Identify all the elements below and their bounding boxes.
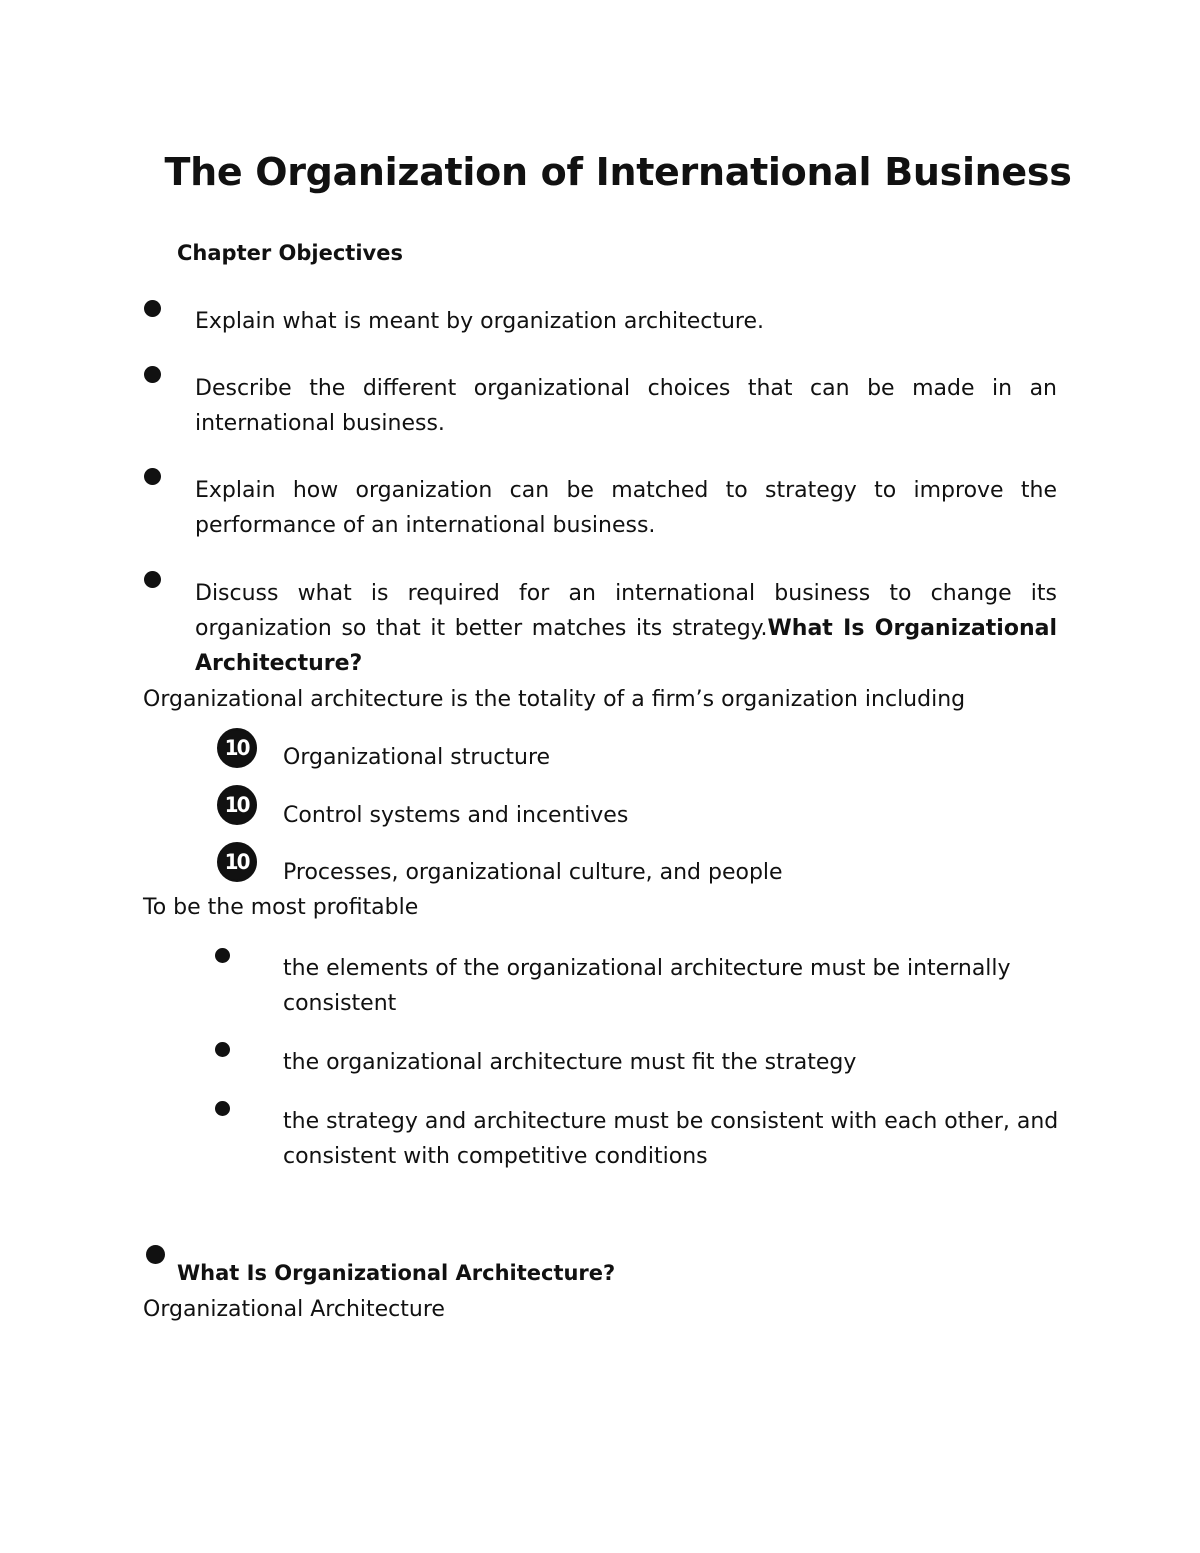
bullet-icon — [215, 1042, 230, 1057]
profitable-point: the strategy and architecture must be consistent with each other, and consistent with competitive conditions — [283, 1109, 1059, 1169]
bullet-icon — [144, 300, 161, 317]
bullet-icon — [144, 571, 161, 588]
number-circle-icon: 10 — [217, 785, 257, 825]
section-heading: What Is Organizational Architecture? — [177, 1261, 616, 1285]
component-item: Control systems and incentives — [283, 803, 629, 828]
objective-item: Explain what is meant by organization architecture. — [195, 309, 765, 334]
component-item: Processes, organizational culture, and people — [283, 860, 783, 885]
section-text: Organizational Architecture — [143, 1297, 445, 1322]
bullet-icon — [215, 948, 230, 963]
profitable-point: the elements of the organizational architecture must be internally consistent — [283, 956, 1011, 1016]
objective-item: Describe the different organizational choices that can be made in an international business. — [195, 376, 1057, 436]
bullet-icon — [144, 366, 161, 383]
document-title: The Organization of International Business — [164, 150, 1072, 194]
profitable-point: the organizational architecture must fit the strategy — [283, 1050, 857, 1075]
number-circle-icon: 10 — [217, 728, 257, 768]
intro-text: Organizational architecture is the totality of a firm’s organization including — [143, 687, 966, 712]
bullet-icon — [146, 1245, 165, 1264]
bullet-icon — [144, 468, 161, 485]
profitable-lead: To be the most profitable — [143, 895, 419, 920]
objective-item — [195, 576, 1057, 681]
objective-item: Explain how organization can be matched to strategy to improve the performance of an international business. — [195, 478, 1057, 538]
objectives-heading: Chapter Objectives — [177, 241, 403, 265]
inline-heading: What Is Organizational Architecture? — [195, 616, 1057, 676]
component-item: Organizational structure — [283, 745, 551, 770]
bullet-icon — [215, 1101, 230, 1116]
number-circle-icon: 10 — [217, 842, 257, 882]
objective-text: Discuss what is required for an international business to change its organization so that it better matches its strategy. — [195, 581, 1057, 641]
